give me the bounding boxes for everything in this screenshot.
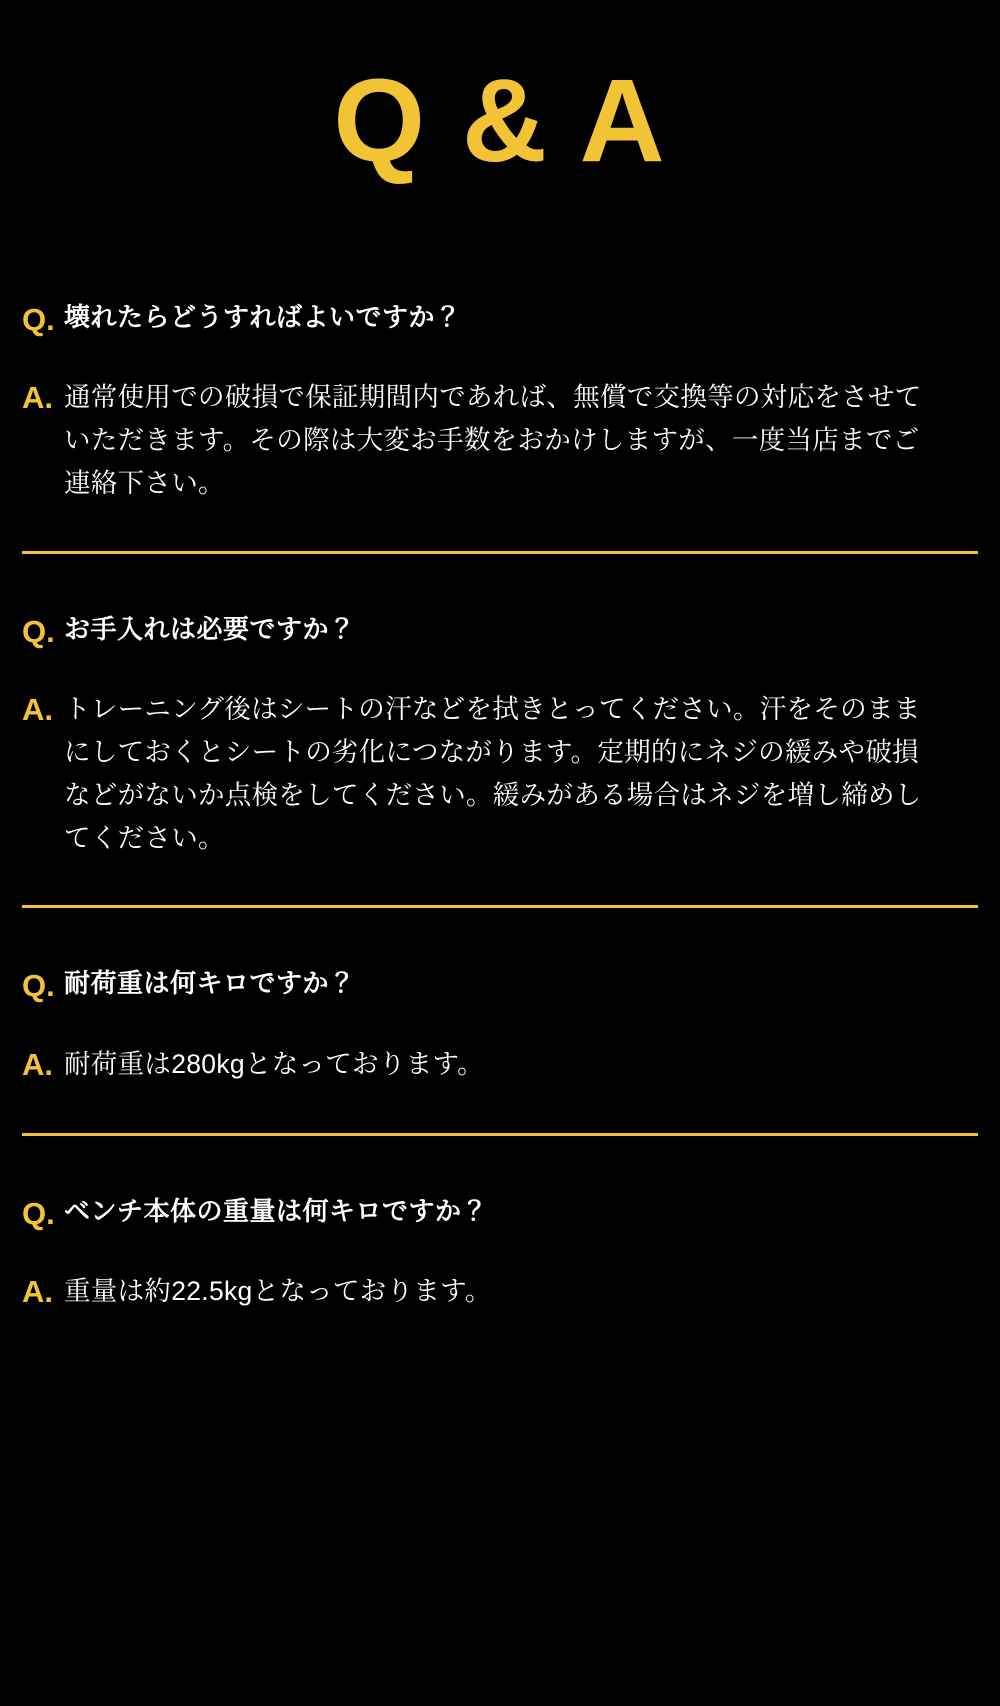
question-marker: Q. <box>22 1195 55 1231</box>
faq-question-text: お手入れは必要ですか？ <box>64 613 356 644</box>
spacer <box>22 908 978 964</box>
faq-question-text: 耐荷重は何キロですか？ <box>64 968 356 999</box>
spacer <box>22 1136 978 1192</box>
faq-question-row <box>22 1192 978 1236</box>
faq-answer-row <box>22 376 978 505</box>
faq-question-text: 壊れたらどうすればよいですか？ <box>64 302 462 332</box>
faq-question-row <box>22 610 978 654</box>
faq-answer-text: 耐荷重は280kgとなっております。 <box>64 1048 484 1079</box>
faq-item <box>22 1192 978 1314</box>
answer-marker: A. <box>22 380 53 416</box>
faq-answer-text: 通常使用での破損で保証期間内であれば、無償で交換等の対応をさせていただきます。その際は大変お手数をおかけしますが、一度当店までご連絡下さい。 <box>64 382 922 498</box>
question-marker: Q. <box>22 968 55 1004</box>
faq-question-text: ベンチ本体の重量は何キロですか？ <box>64 1195 489 1226</box>
faq-item <box>22 298 978 505</box>
faq-question-row <box>22 298 978 342</box>
faq-answer-text: トレーニング後はシートの汗などを拭きとってください。汗をそのままにしておくとシートの劣化につながります。定期的にネジの緩みや破損などがないか点検をしてください。緩みがある場合はネジを増し締めしてください。 <box>64 693 922 853</box>
answer-marker: A. <box>22 1273 53 1309</box>
faq-item <box>22 610 978 860</box>
answer-marker: A. <box>22 1046 53 1082</box>
spacer <box>22 554 978 610</box>
answer-marker: A. <box>22 691 53 727</box>
faq-question-row <box>22 964 978 1008</box>
faq-answer-row <box>22 1043 978 1087</box>
faq-answer-row <box>22 1270 978 1314</box>
page-title: Q & A <box>333 55 667 187</box>
question-marker: Q. <box>22 613 55 649</box>
faq-list <box>0 298 1000 1314</box>
question-marker: Q. <box>22 302 55 337</box>
faq-answer-row <box>22 688 978 860</box>
faq-item <box>22 964 978 1086</box>
faq-answer-text: 重量は約22.5kgとなっております。 <box>64 1275 492 1306</box>
